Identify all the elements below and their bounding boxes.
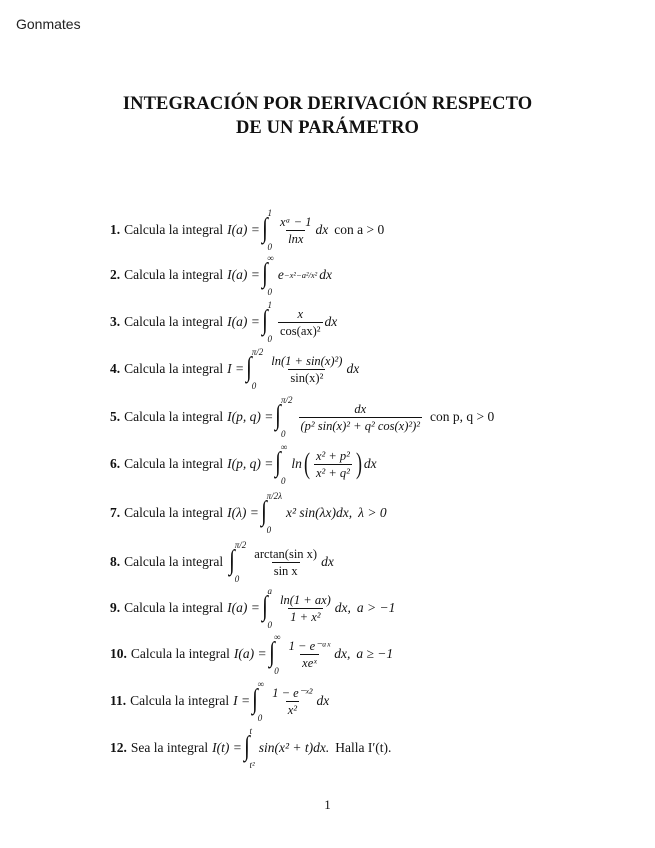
left-paren: (	[303, 447, 310, 480]
problem-number: 1.	[110, 222, 121, 237]
problem-5	[110, 395, 494, 439]
limits: 1 0	[267, 208, 272, 252]
problem-number: 9.	[110, 600, 121, 615]
fraction: $\frac{\ln(1 + ax)}{\text{1 + x²}}$	[280, 592, 331, 624]
problem-text: Calcula la integral	[124, 456, 224, 471]
lhs: I(p, q) =	[227, 409, 274, 424]
problem-number: 11.	[110, 693, 127, 708]
fraction: $\frac{x}{\text{cos(ax)²}}$	[280, 306, 321, 338]
problem-text: Calcula la integral	[124, 554, 224, 569]
problem-7	[110, 491, 387, 535]
problem-number: 10.	[110, 646, 127, 661]
lhs: I =	[227, 361, 245, 376]
integral-sign: ∫	[243, 731, 250, 762]
differential: dx	[324, 314, 338, 329]
limits: ∞ 0	[267, 253, 274, 297]
condition: Halla I′(t).	[335, 740, 392, 755]
integral-sign: ∫	[261, 591, 268, 622]
integral-sign: ∫	[261, 258, 268, 289]
fraction: $\frac{\text{arctan(sin x)}}{\text{sin x}}$	[254, 546, 318, 578]
lhs: I(a) =	[227, 222, 260, 237]
formula	[227, 300, 337, 344]
fraction: $\frac{\text{1 − e⁻ᵃˣ}}{\text{xeˣ}}$	[288, 638, 331, 670]
formula	[227, 586, 395, 630]
integral-sign: ∫	[246, 352, 252, 383]
problem-number: 4.	[110, 361, 121, 376]
limits: t t²	[249, 726, 255, 770]
page-number: 1	[324, 797, 331, 812]
right-paren: )	[355, 447, 362, 480]
problem-4	[110, 347, 359, 391]
differential: dx	[346, 361, 360, 376]
lhs: I(a) =	[233, 646, 267, 661]
differential: dx	[321, 554, 334, 569]
lhs: I(a) =	[227, 600, 260, 615]
limits: ∞ 0	[281, 442, 288, 486]
fraction: $\frac{dx}{\text{(p² sin(x)² + q² cos(x)²)²}}$	[300, 401, 421, 433]
lhs: I(a) =	[227, 314, 260, 329]
problem-number: 7.	[110, 505, 121, 520]
problem-8	[110, 540, 334, 584]
limits: ∞ 0	[257, 679, 265, 723]
formula	[227, 442, 377, 486]
differential: dx	[319, 267, 332, 282]
limits: π/2λ 0	[266, 491, 283, 535]
problem-text: Calcula la integral	[124, 314, 224, 329]
lhs: I(λ) =	[227, 505, 259, 520]
integrand: e	[277, 267, 284, 282]
problem-text: Calcula la integral	[124, 409, 224, 424]
problem-number: 2.	[110, 267, 121, 282]
integral-sign: ∫	[229, 545, 235, 576]
lhs: I(p, q) =	[227, 456, 274, 471]
limits: a 0	[267, 586, 272, 630]
differential: dx	[315, 222, 329, 237]
limits: ∞ 0	[274, 632, 281, 676]
lhs: I =	[233, 693, 251, 708]
formula	[212, 726, 391, 770]
integral-sign: ∫	[252, 684, 258, 715]
formula	[227, 208, 384, 252]
problem-9	[110, 586, 395, 630]
formula	[227, 540, 334, 584]
differential: dx,	[334, 646, 351, 661]
fraction: $\frac{\text{ln(1 + sin(x)²)}}{\text{sin(x)²}}$	[271, 353, 343, 385]
problem-text: Calcula la integral	[130, 693, 230, 708]
limits: π/2 0	[234, 540, 247, 584]
formula	[227, 395, 494, 439]
condition: λ > 0	[358, 505, 387, 520]
differential: dx	[363, 456, 377, 471]
problem-number: 6.	[110, 456, 121, 471]
integral-sign: ∫	[261, 305, 268, 336]
integrand: x² sin(λx)dx,	[286, 505, 353, 520]
limits: 1 0	[267, 300, 272, 344]
problem-number: 5.	[110, 409, 121, 424]
problem-text: Calcula la integral	[124, 267, 224, 282]
problem-11	[110, 679, 329, 723]
fraction: $\frac{\text{x² + p²}}{\text{x² + q²}}$	[315, 448, 350, 480]
differential: dx	[316, 693, 330, 708]
differential: dx,	[334, 600, 351, 615]
fraction: $\frac{\text{xᵃ − 1}}{\ln x}$	[280, 214, 312, 246]
condition: a ≥ −1	[356, 646, 394, 661]
problem-text: Calcula la integral	[124, 600, 224, 615]
condition: con a > 0	[334, 222, 385, 237]
integral-sign: ∫	[261, 213, 268, 244]
condition: con p, q > 0	[430, 409, 495, 424]
integral-sign: ∫	[260, 496, 267, 527]
formula	[227, 491, 387, 535]
problem-2	[110, 253, 332, 297]
limits: π/2 0	[281, 395, 293, 439]
limits: π/2 0	[251, 347, 264, 391]
formula	[233, 679, 329, 723]
condition: a > −1	[356, 600, 396, 615]
document-title	[0, 92, 655, 140]
problem-1	[110, 208, 384, 252]
lhs: I(t) =	[212, 740, 242, 755]
log-function: ln	[291, 456, 302, 471]
problem-text: Sea la integral	[130, 740, 209, 755]
formula: I(a) = ∫ ∞ 0 e −x²−a²/x² dx	[227, 253, 332, 297]
integral-sign: ∫	[275, 447, 282, 478]
problem-number: 12.	[110, 740, 127, 755]
problem-number: 3.	[110, 314, 121, 329]
formula	[234, 632, 393, 676]
header-label: Gonmates	[16, 16, 81, 32]
problem-text: Calcula la integral	[130, 646, 230, 661]
problem-6	[110, 442, 377, 486]
problem-12	[110, 726, 391, 770]
problem-text: Calcula la integral	[124, 222, 224, 237]
problem-10	[110, 632, 393, 676]
integrand: sin(x² + t)dx.	[258, 740, 330, 755]
fraction: $\frac{\text{1 − e⁻ˣ²}}{\text{x²}}$	[272, 685, 313, 717]
integral-sign: ∫	[275, 400, 282, 431]
formula	[227, 347, 359, 391]
problem-number: 8.	[110, 554, 121, 569]
title-line-2: DE UN PARÁMETRO	[235, 118, 420, 138]
lhs: I(a) =	[227, 267, 260, 282]
title-line-1: INTEGRACIÓN POR DERIVACIÓN RESPECTO	[122, 94, 533, 114]
problem-3	[110, 300, 337, 344]
integral-sign: ∫	[268, 637, 275, 668]
problem-text: Calcula la integral	[124, 361, 224, 376]
problem-text: Calcula la integral	[124, 505, 224, 520]
